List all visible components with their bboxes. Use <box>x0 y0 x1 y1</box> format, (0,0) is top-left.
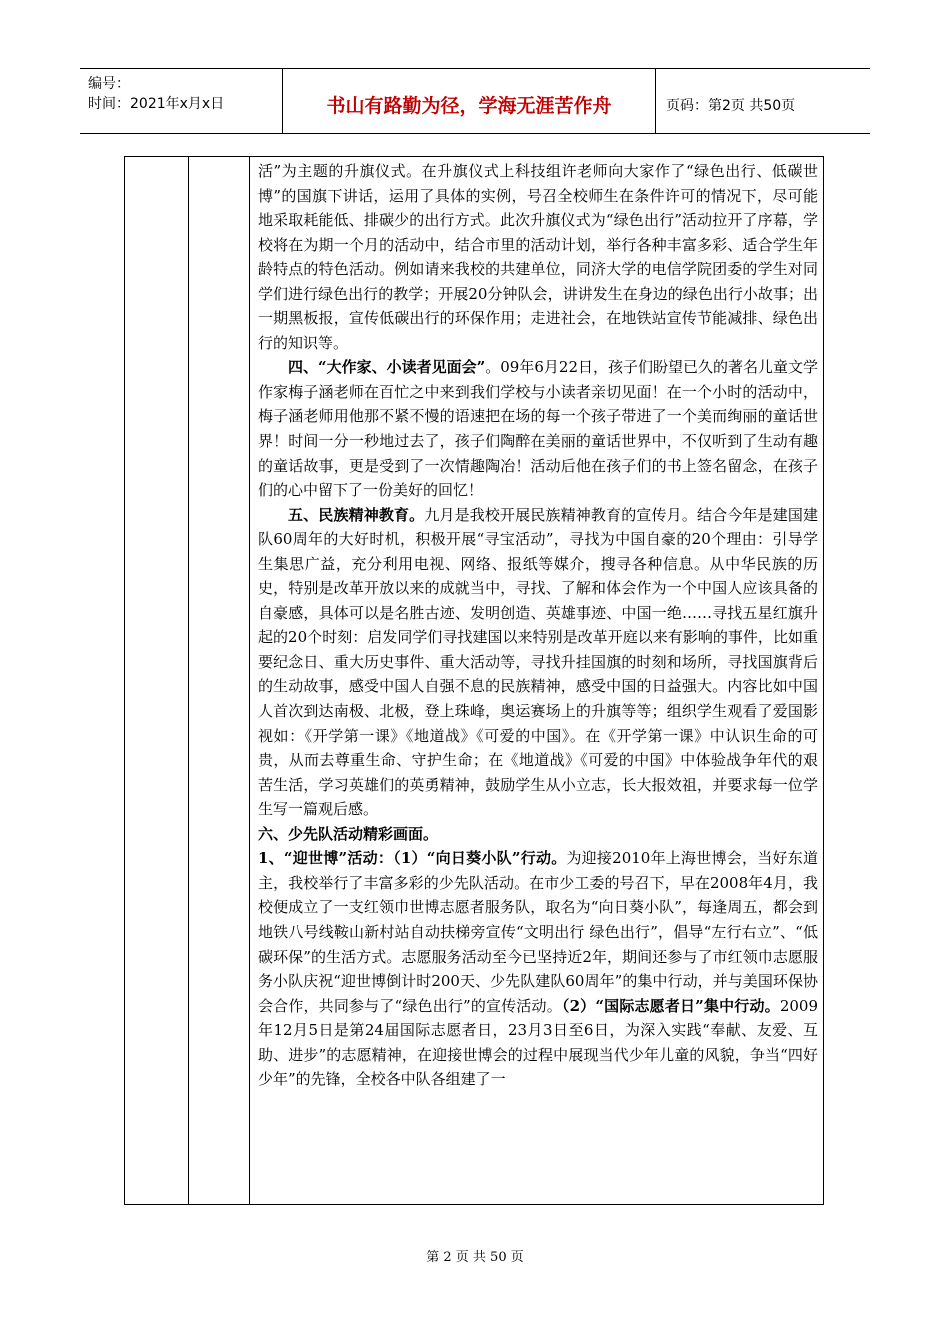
page-footer: 第 2 页 共 50 页 <box>426 1250 524 1265</box>
paragraph-text: 2009年12月5日是第24届国际志愿者日，23月3日至6日，为深入实践“奉献、友爱、互助、进步”的志愿精神，在迎接世博会的过程中展现当代少年儿童的风貌，争当“四好少年”的先锋，全校各中队各组建了一 <box>258 996 818 1089</box>
header-page-cell <box>656 69 870 133</box>
header-info-cell <box>80 69 283 133</box>
motto: 书山有路勤为径，学海无涯苦作舟 <box>326 95 612 117</box>
paragraph-text: 。09年6月22日，孩子们盼望已久的著名儿童文学作家梅子涵老师在百忙之中来到我们学校与小读者亲切见面！在一个小时的活动中，梅子涵老师用他那不紧不慢的语速把在场的每一个孩子带进了一个美而绚丽的童话世界！时间一分一秒地过去了，孩子们陶醉在美丽的童话世界中，不仅听到了生动有趣的童话故事，更是受到了一次情趣陶冶！活动后他在孩子们的书上签名留念，在孩子们的心中留下了一份美好的回忆！ <box>258 358 818 500</box>
paragraph-national-spirit <box>258 503 818 822</box>
paragraph-author-meeting <box>258 355 818 502</box>
section-heading: 1、“迎世博”活动：（1）“向日葵小队”行动。 <box>258 849 567 868</box>
column-divider <box>249 157 250 1204</box>
section-heading: 四、“大作家、小读者见面会” <box>288 358 486 377</box>
content-cell <box>258 159 818 1092</box>
paragraph-expo-activities <box>258 846 818 1091</box>
header-page-number: 页码：第2页 共50页 <box>666 98 796 114</box>
paragraph-text: 为迎接2010年上海世博会，当好东道主，我校举行了丰富多彩的少先队活动。在市少工委的号召下，早在2008年4月，我校便成立了一支红领巾世博志愿者服务队，取名为“向日葵小队”，每逢周五，都会到地铁八号线鞍山新村站自动扶梯旁宣传“文明出行 绿色出行”，倡导“左行右立”、“低碳环保”的生活方式。志愿服务活动至今已坚持近2年，期间还参与了市红领巾志愿服务小队庆祝“迎世博倒计时200天、少先队建队60周年”的集中行动，并与美国环保协会合作，共同参与了“绿色出行”的宣传活动。 <box>258 849 818 1015</box>
column-divider <box>188 157 189 1204</box>
document-number: 编号： <box>88 76 130 92</box>
paragraph-text: 九月是我校开展民族精神教育的宣传月。结合今年是建国建队60周年的大好时机，积极开展“寻宝活动”，寻找为中国自豪的20个理由：引导学生集思广益，充分利用电视、网络、报纸等媒介，搜寻各种信息。从中华民族的历史，特别是改革开放以来的成就当中，寻找、了解和体会作为一个中国人应该具备的自豪感，具体可以是名胜古迹、发明创造、英雄事迹、中国一绝……寻找五星红旗升起的20个时刻：启发同学们寻找建国以来特别是改革开庭以来有影响的事件，比如重要纪念日、重大历史事件、重大活动等，寻找升挂国旗的时刻和场所，寻找国旗背后的生动故事，感受中国人自强不息的民族精神，感受中国的日益强大。内容比如中国人首次到达南极、北极，登上珠峰，奥运赛场上的升旗等等；组织学生观看了爱国影视如：《开学第一课》《地道战》《可爱的中国》。在《开学第一课》中认识生命的可贵，从而去尊重生命、守护生命；在《地道战》《可爱的中国》中体验战争年代的艰苦生活，学习英雄们的英勇精神，鼓励学生从小立志，长大报效祖，并要求每一位学生写一篇观后感。 <box>258 505 818 819</box>
page-header <box>80 68 870 134</box>
section-heading: 五、民族精神教育。 <box>288 505 425 524</box>
document-date: 时间：2021年x月x日 <box>88 96 225 112</box>
section-heading: 六、少先队活动精彩画面。 <box>258 824 439 843</box>
header-motto-cell <box>283 69 656 133</box>
paragraph-green-travel: 活”为主题的升旗仪式。在升旗仪式上科技组许老师向大家作了“绿色出行、低碳世博”的国旗下讲话，运用了具体的实例，号召全校师生在条件许可的情况下，尽可能地采取耗能低、排碳少的出行方式。此次升旗仪式为“绿色出行”活动拉开了序幕，学校将在为期一个月的活动中，结合市里的活动计划，举行各种丰富多彩、适合学生年龄特点的特色活动。例如请来我校的共建单位，同济大学的电信学院团委的学生对同学们进行绿色出行的教学；开展20分钟队会，讲讲发生在身边的绿色出行小故事；出一期黑板报，宣传低碳出行的环保作用；走进社会，在地铁站宣传节能减排、绿色出行的知识等。 <box>258 162 818 352</box>
section-heading: （2）“国际志愿者日”集中行动。 <box>561 996 780 1015</box>
section-heading-pioneers <box>258 822 818 847</box>
